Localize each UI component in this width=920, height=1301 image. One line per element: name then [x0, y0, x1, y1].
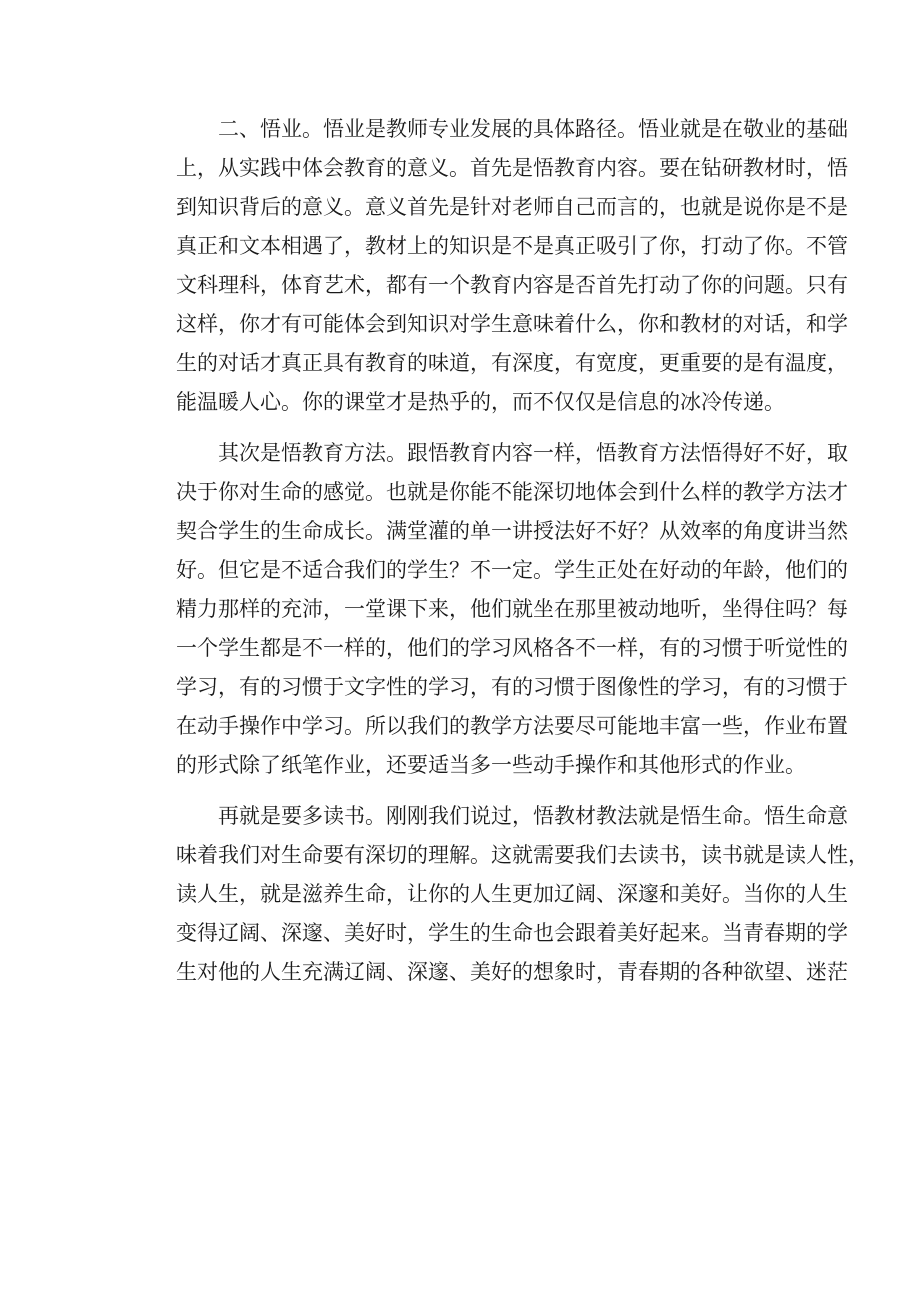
text-line: 文科理科，体育艺术，都有一个教育内容是否首先打动了你的问题。只有: [176, 273, 848, 297]
text-line: 变得辽阔、深邃、美好时，学生的生命也会跟着美好起来。当青春期的学: [176, 921, 848, 945]
text-line: 学习，有的习惯于文字性的学习，有的习惯于图像性的学习，有的习惯于: [176, 675, 848, 699]
text-line: 能温暖人心。你的课堂才是热乎的，而不仅仅是信息的冰冷传递。: [176, 390, 785, 414]
text-line: 决于你对生命的感觉。也就是你能不能深切地体会到什么样的教学方法才: [176, 480, 848, 504]
text-line: 到知识背后的意义。意义首先是针对老师自己而言的，也就是说你是不是: [176, 195, 848, 219]
text-line: 真正和文本相遇了，教材上的知识是不是真正吸引了你，打动了你。不管: [176, 234, 848, 258]
text-line: 味着我们对生命要有深切的理解。这就需要我们去读书，读书就是读人性，: [176, 843, 869, 867]
text-line: 二、悟业。悟业是教师专业发展的具体路径。悟业就是在敬业的基础: [218, 117, 848, 141]
document-page: [134, 110, 869, 992]
text-line: 生的对话才真正具有教育的味道，有深度，有宽度，更重要的是有温度，: [176, 351, 848, 375]
text-line: 精力那样的充沛，一堂课下来，他们就坐在那里被动地听，坐得住吗？每: [176, 597, 848, 621]
text-line: 的形式除了纸笔作业，还要适当多一些动手操作和其他形式的作业。: [176, 753, 806, 777]
text-line: 上，从实践中体会教育的意义。首先是悟教育内容。要在钻研教材时，悟: [176, 156, 848, 180]
text-line: 生对他的人生充满辽阔、深邃、美好的想象时，青春期的各种欲望、迷茫: [176, 960, 848, 984]
paragraph-3: [134, 797, 869, 992]
text-line: 再就是要多读书。刚刚我们说过，悟教材教法就是悟生命。悟生命意: [218, 804, 848, 828]
text-line: 契合学生的生命成长。满堂灌的单一讲授法好不好？从效率的角度讲当然: [176, 519, 848, 543]
paragraph-1: [134, 110, 848, 422]
paragraph-2: [134, 434, 848, 785]
text-line: 一个学生都是不一样的，他们的学习风格各不一样，有的习惯于听觉性的: [176, 636, 848, 660]
text-line: 其次是悟教育方法。跟悟教育内容一样，悟教育方法悟得好不好，取: [218, 441, 848, 465]
text-line: 好。但它是不适合我们的学生？不一定。学生正处在好动的年龄，他们的: [176, 558, 848, 582]
text-line: 这样，你才有可能体会到知识对学生意味着什么，你和教材的对话，和学: [176, 312, 848, 336]
text-line: 在动手操作中学习。所以我们的教学方法要尽可能地丰富一些，作业布置: [176, 714, 848, 738]
text-line: 读人生，就是滋养生命，让你的人生更加辽阔、深邃和美好。当你的人生: [176, 882, 848, 906]
